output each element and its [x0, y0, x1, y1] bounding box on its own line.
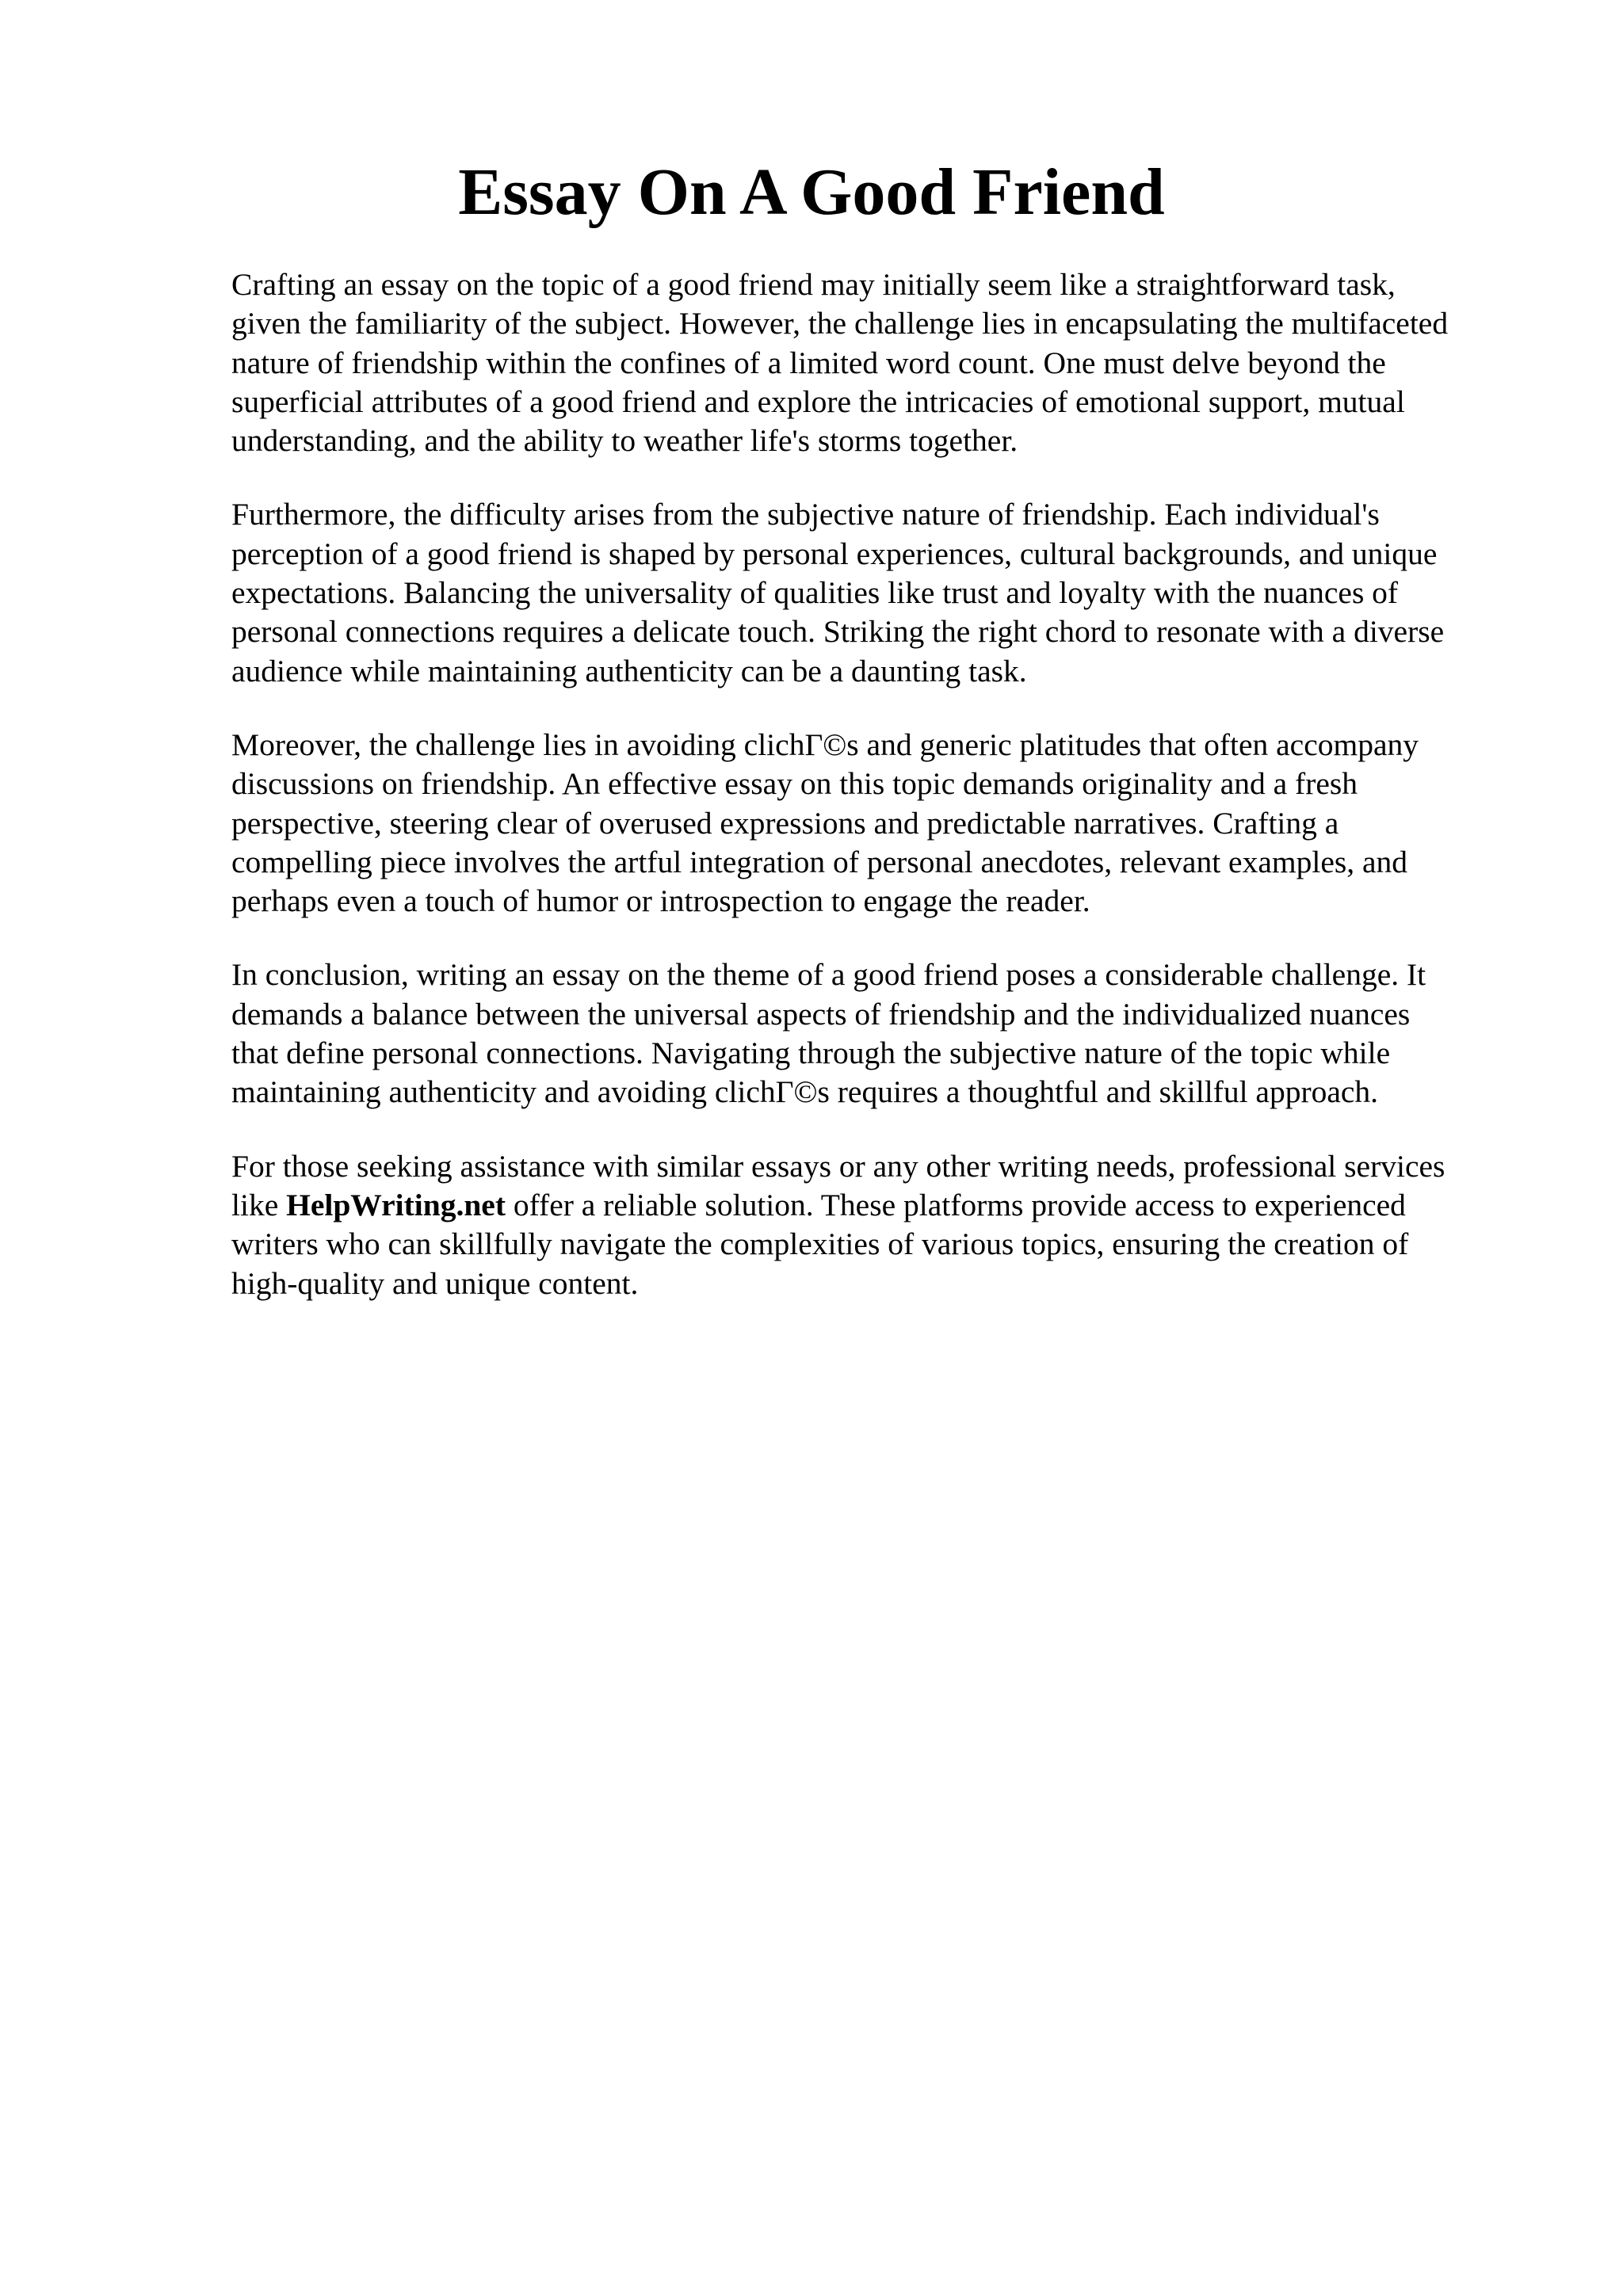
- paragraph-line: Furthermore, the difficulty arises from the subjective nature of friendship. Each individual's: [231, 497, 1380, 532]
- paragraph-line: personal connections requires a delicate touch. Striking the right chord to resonate with a diverse: [231, 614, 1445, 650]
- paragraph-line: discussions on friendship. An effective essay on this topic demands originality and a fresh: [231, 766, 1358, 802]
- paragraph-line: audience while maintaining authenticity can be a daunting task.: [231, 653, 1027, 688]
- paragraph-line: perspective, steering clear of overused expressions and predictable narratives. Crafting a: [231, 805, 1339, 841]
- paragraph-line: compelling piece involves the artful integration of personal anecdotes, relevant examples, and: [231, 844, 1408, 879]
- paragraph-line: perception of a good friend is shaped by personal experiences, cultural backgrounds, and unique: [231, 536, 1438, 571]
- essay-body: [231, 265, 1531, 1338]
- paragraph-line: [231, 1186, 1531, 1225]
- paragraph-line: nature of friendship within the confines of a limited word count. One must delve beyond the: [231, 345, 1386, 380]
- paragraph-2: [231, 495, 1531, 690]
- paragraph-1: [231, 265, 1531, 460]
- helpwriting-link[interactable]: HelpWriting.net: [286, 1187, 506, 1222]
- page-title: Essay On A Good Friend: [458, 155, 1165, 229]
- paragraph-line: perhaps even a touch of humor or introspection to engage the reader.: [231, 883, 1090, 919]
- paragraph-line: that define personal connections. Navigating through the subjective nature of the topic while: [231, 1035, 1391, 1071]
- paragraph-5: [231, 1147, 1531, 1303]
- paragraph-line: given the familiarity of the subject. However, the challenge lies in encapsulating the multifaceted: [231, 306, 1449, 341]
- paragraph-4: [231, 955, 1531, 1112]
- paragraph-line: Moreover, the challenge lies in avoiding clichΓ©s and generic platitudes that often accompany: [231, 727, 1419, 762]
- paragraph-line: demands a balance between the universal aspects of friendship and the individualized nuances: [231, 996, 1411, 1032]
- line-text: offer a reliable solution. These platforms provide access to experienced: [513, 1187, 1406, 1222]
- paragraph-3: [231, 726, 1531, 921]
- paragraph-line: For those seeking assistance with similar essays or any other writing needs, professional services: [231, 1148, 1445, 1184]
- line-text: like: [231, 1187, 287, 1222]
- paragraph-line: expectations. Balancing the universality of qualities like trust and loyalty with the nuances of: [231, 575, 1399, 611]
- paragraph-line: writers who can skillfully navigate the complexities of various topics, ensuring the creation of: [231, 1226, 1409, 1262]
- paragraph-line: In conclusion, writing an essay on the theme of a good friend poses a considerable challenge. It: [231, 957, 1426, 993]
- paragraph-line: understanding, and the ability to weather life's storms together.: [231, 423, 1018, 459]
- paragraph-line: maintaining authenticity and avoiding clichΓ©s requires a thoughtful and skillful approach.: [231, 1074, 1379, 1110]
- paragraph-line: high-quality and unique content.: [231, 1265, 639, 1301]
- paragraph-line: superficial attributes of a good friend and explore the intricacies of emotional support, mutual: [231, 383, 1405, 419]
- paragraph-line: Crafting an essay on the topic of a good friend may initially seem like a straightforward task,: [231, 267, 1396, 302]
